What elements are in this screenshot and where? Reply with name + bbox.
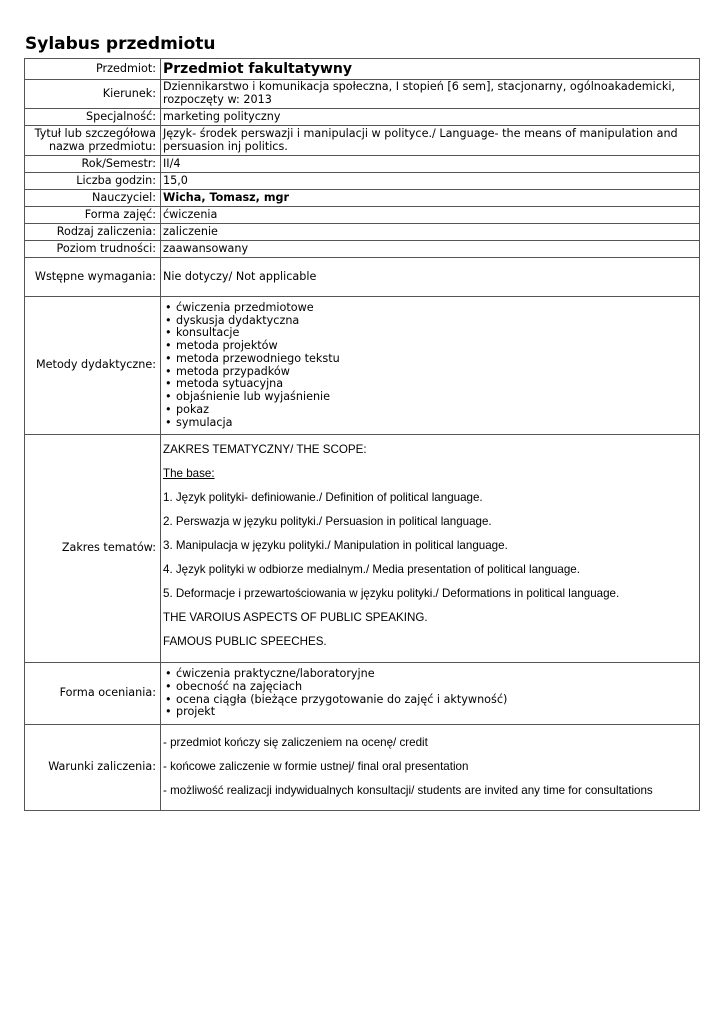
zakres-item: 3. Manipulacja w języku polityki./ Manipulation in political language. [163, 538, 508, 552]
row-warunki [25, 725, 700, 811]
label-godziny: Liczba godzin: [25, 173, 161, 190]
warunki-item: - końcowe zaliczenie w formie ustnej/ final oral presentation [163, 759, 469, 773]
list-item: • projekt [163, 706, 696, 719]
row-rok [25, 156, 700, 173]
row-przedmiot [25, 59, 700, 80]
label-ocenianie: Forma oceniania: [25, 663, 161, 725]
row-wymagania [25, 258, 700, 297]
label-przedmiot: Przedmiot: [25, 59, 161, 80]
label-forma-zajec: Forma zajęć: [25, 207, 161, 224]
row-forma-zajec [25, 207, 700, 224]
page-title: Sylabus przedmiotu [25, 34, 216, 54]
row-rodzaj-zaliczenia [25, 224, 700, 241]
row-tytul [25, 126, 700, 156]
list-item: • pokaz [163, 404, 696, 417]
zakres-item: 5. Deformacje i przewartościowania w języku polityki./ Deformations in political language. [163, 586, 620, 600]
value-przedmiot: Przedmiot fakultatywny [161, 59, 700, 80]
label-wymagania: Wstępne wymagania: [25, 258, 161, 297]
value-forma-zajec: ćwiczenia [161, 207, 700, 224]
warunki-item: - możliwość realizacji indywidualnych konsultacji/ students are invited any time for consultations [163, 783, 653, 797]
list-item: • dyskusja dydaktyczna [163, 315, 696, 328]
value-kierunek: Dziennikarstwo i komunikacja społeczna, I stopień [6 sem], stacjonarny, ogólnoakademicki, rozpoczęty w: 2013 [161, 80, 700, 109]
label-rok: Rok/Semestr: [25, 156, 161, 173]
label-warunki: Warunki zaliczenia: [25, 725, 161, 811]
zakres-item: 1. Język polityki- definiowanie./ Definition of political language. [163, 490, 483, 504]
value-tytul: Język- środek perswazji i manipulacji w polityce./ Language- the means of manipulation and persuasion inj politics. [161, 126, 700, 156]
label-kierunek: Kierunek: [25, 80, 161, 109]
ocenianie-list [163, 668, 696, 719]
value-poziom: zaawansowany [161, 241, 700, 258]
list-item: • ćwiczenia przedmiotowe [163, 302, 696, 315]
syllabus-table [24, 58, 700, 811]
row-metody [25, 297, 700, 435]
metody-list [163, 302, 696, 430]
list-item: • metoda przypadków [163, 366, 696, 379]
list-item: • metoda projektów [163, 340, 696, 353]
label-zakres: Zakres tematów: [25, 435, 161, 663]
zakres-extra: THE VAROIUS ASPECTS OF PUBLIC SPEAKING. [163, 610, 428, 624]
row-kierunek [25, 80, 700, 109]
value-metody [161, 297, 700, 435]
label-tytul: Tytuł lub szczegółowa nazwa przedmiotu: [25, 126, 161, 156]
row-ocenianie [25, 663, 700, 725]
value-rok: II/4 [161, 156, 700, 173]
list-item: • ocena ciągła (bieżące przygotowanie do zajęć i aktywność) [163, 694, 696, 707]
label-specjalnosc: Specjalność: [25, 109, 161, 126]
value-zakres [161, 435, 700, 663]
label-rodzaj-zaliczenia: Rodzaj zaliczenia: [25, 224, 161, 241]
row-zakres [25, 435, 700, 663]
list-item: • objaśnienie lub wyjaśnienie [163, 391, 696, 404]
value-godziny: 15,0 [161, 173, 700, 190]
list-item: • ćwiczenia praktyczne/laboratoryjne [163, 668, 696, 681]
value-wymagania: Nie dotyczy/ Not applicable [161, 258, 700, 297]
label-poziom: Poziom trudności: [25, 241, 161, 258]
zakres-extra: FAMOUS PUBLIC SPEECHES. [163, 634, 327, 648]
warunki-item: - przedmiot kończy się zaliczeniem na ocenę/ credit [163, 735, 428, 749]
value-rodzaj-zaliczenia: zaliczenie [161, 224, 700, 241]
label-metody: Metody dydaktyczne: [25, 297, 161, 435]
row-specjalnosc [25, 109, 700, 126]
zakres-heading: ZAKRES TEMATYCZNY/ THE SCOPE: [163, 442, 367, 456]
value-nauczyciel: Wicha, Tomasz, mgr [161, 190, 700, 207]
list-item: • obecność na zajęciach [163, 681, 696, 694]
value-specjalnosc: marketing polityczny [161, 109, 700, 126]
label-nauczyciel: Nauczyciel: [25, 190, 161, 207]
list-item: • metoda przewodniego tekstu [163, 353, 696, 366]
list-item: • metoda sytuacyjna [163, 378, 696, 391]
row-poziom [25, 241, 700, 258]
row-nauczyciel [25, 190, 700, 207]
value-warunki [161, 725, 700, 811]
list-item: • symulacja [163, 417, 696, 430]
list-item: • konsultacje [163, 327, 696, 340]
row-godziny [25, 173, 700, 190]
zakres-item: 2. Perswazja w języku polityki./ Persuasion in political language. [163, 514, 492, 528]
value-ocenianie [161, 663, 700, 725]
zakres-base: The base: [163, 466, 215, 480]
zakres-item: 4. Język polityki w odbiorze medialnym./ Media presentation of political language. [163, 562, 580, 576]
